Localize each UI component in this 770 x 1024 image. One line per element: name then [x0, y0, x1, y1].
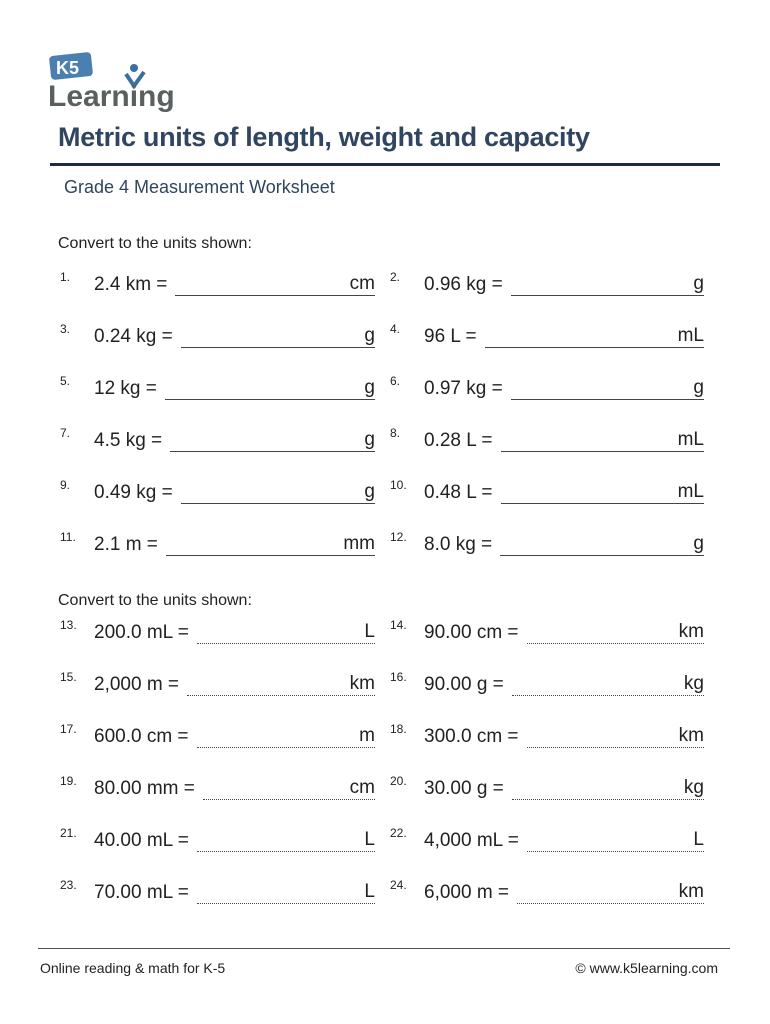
problem-expression: 90.00 cm =	[424, 622, 519, 643]
problem-expression: 2.1 m =	[94, 534, 158, 555]
problem-number: 17.	[60, 722, 77, 736]
problem-item	[60, 826, 375, 852]
problem-number: 21.	[60, 826, 77, 840]
answer-blank[interactable]	[527, 621, 704, 644]
answer-unit: cm	[349, 273, 375, 294]
answer-unit: g	[364, 325, 375, 346]
problem-number: 11.	[60, 530, 76, 544]
problem-expression: 0.28 L =	[424, 430, 493, 451]
answer-unit: L	[364, 829, 375, 850]
answer-blank[interactable]	[203, 777, 375, 800]
footer-tagline: Online reading & math for K-5	[40, 960, 226, 976]
problem-expression: 4,000 mL =	[424, 830, 519, 851]
svg-text:K5: K5	[56, 58, 80, 78]
answer-unit: mL	[677, 325, 704, 346]
problem-item	[60, 618, 375, 644]
answer-unit: kg	[683, 777, 704, 798]
problem-item	[390, 426, 704, 452]
answer-unit: km	[678, 725, 704, 746]
answer-blank[interactable]	[527, 829, 704, 852]
svg-text:Learning: Learning	[48, 80, 175, 112]
answer-unit: L	[364, 881, 375, 902]
problem-number: 24.	[390, 878, 407, 892]
answer-unit: km	[678, 621, 704, 642]
answer-unit: g	[364, 377, 375, 398]
problem-expression: 8.0 kg =	[424, 534, 493, 555]
problem-item	[390, 374, 704, 400]
problem-item	[390, 774, 704, 800]
problem-item	[60, 478, 375, 504]
problem-item	[60, 722, 375, 748]
problem-number: 10.	[390, 478, 407, 492]
answer-blank[interactable]	[501, 481, 705, 504]
problem-item	[390, 826, 704, 852]
answer-blank[interactable]	[485, 325, 704, 348]
problem-item	[60, 374, 375, 400]
answer-blank[interactable]	[197, 725, 375, 748]
answer-blank[interactable]	[166, 533, 375, 556]
problem-expression: 2,000 m =	[94, 674, 180, 695]
title-divider	[50, 163, 720, 166]
answer-unit: mL	[677, 429, 704, 450]
answer-unit: g	[693, 273, 704, 294]
page-title: Metric units of length, weight and capacity	[58, 122, 590, 152]
problem-number: 3.	[60, 322, 71, 336]
problem-expression: 600.0 cm =	[94, 726, 189, 747]
problem-item	[390, 878, 704, 904]
problem-expression: 6,000 m =	[424, 882, 510, 903]
problem-item	[390, 670, 704, 696]
problem-number: 16.	[390, 670, 407, 684]
answer-blank[interactable]	[197, 881, 375, 904]
problem-number: 15.	[60, 670, 77, 684]
problem-item	[390, 618, 704, 644]
answer-blank[interactable]	[187, 673, 375, 696]
answer-blank[interactable]	[181, 481, 375, 504]
answer-unit: g	[693, 377, 704, 398]
footer-website: © www.k5learning.com	[575, 960, 718, 976]
problem-number: 8.	[390, 426, 401, 440]
problem-expression: 0.48 L =	[424, 482, 493, 503]
problem-number: 19.	[60, 774, 77, 788]
problem-item	[390, 322, 704, 348]
problem-number: 23.	[60, 878, 77, 892]
problem-expression: 80.00 mm =	[94, 778, 195, 799]
answer-blank[interactable]	[175, 273, 375, 296]
problem-item	[60, 426, 375, 452]
answer-blank[interactable]	[197, 829, 375, 852]
problem-expression: 2.4 km =	[94, 274, 168, 295]
answer-blank[interactable]	[165, 377, 375, 400]
answer-unit: L	[364, 621, 375, 642]
problem-number: 14.	[390, 618, 407, 632]
answer-unit: kg	[683, 673, 704, 694]
page-subtitle: Grade 4 Measurement Worksheet	[64, 177, 335, 197]
answer-unit: m	[359, 725, 375, 746]
problem-item	[390, 270, 704, 296]
problem-number: 22.	[390, 826, 407, 840]
answer-blank[interactable]	[517, 881, 704, 904]
problem-item	[60, 322, 375, 348]
answer-blank[interactable]	[512, 777, 704, 800]
problem-item	[60, 670, 375, 696]
problem-item	[390, 722, 704, 748]
problem-item	[390, 478, 704, 504]
instruction: Convert to the units shown:	[58, 235, 252, 252]
problem-number: 12.	[390, 530, 407, 544]
problem-expression: 300.0 cm =	[424, 726, 519, 747]
problem-number: 18.	[390, 722, 407, 736]
instruction: Convert to the units shown:	[58, 592, 252, 609]
answer-unit: cm	[349, 777, 375, 798]
problem-expression: 96 L =	[424, 326, 477, 347]
answer-unit: g	[693, 533, 704, 554]
problem-expression: 30.00 g =	[424, 778, 504, 799]
answer-blank[interactable]	[197, 621, 375, 644]
problem-expression: 0.49 kg =	[94, 482, 173, 503]
answer-blank[interactable]	[511, 377, 704, 400]
problem-expression: 90.00 g =	[424, 674, 504, 695]
answer-unit: L	[693, 829, 704, 850]
problem-number: 13.	[60, 618, 77, 632]
answer-blank[interactable]	[170, 429, 375, 452]
answer-unit: mL	[677, 481, 704, 502]
problem-number: 7.	[60, 426, 71, 440]
problem-expression: 12 kg =	[94, 378, 157, 399]
problem-expression: 0.97 kg =	[424, 378, 503, 399]
problem-number: 9.	[60, 478, 71, 492]
problem-expression: 200.0 mL =	[94, 622, 189, 643]
answer-blank[interactable]	[527, 725, 704, 748]
answer-blank[interactable]	[500, 533, 704, 556]
problem-item	[60, 270, 375, 296]
k5-learning-logo	[48, 52, 188, 112]
problem-number: 6.	[390, 374, 401, 388]
problem-expression: 0.24 kg =	[94, 326, 173, 347]
problem-number: 20.	[390, 774, 407, 788]
problem-expression: 0.96 kg =	[424, 274, 503, 295]
problem-number: 2.	[390, 270, 401, 284]
answer-blank[interactable]	[501, 429, 705, 452]
problem-item	[60, 878, 375, 904]
answer-blank[interactable]	[511, 273, 704, 296]
problem-item	[60, 774, 375, 800]
problem-number: 1.	[60, 270, 71, 284]
answer-unit: km	[678, 881, 704, 902]
answer-unit: g	[364, 481, 375, 502]
answer-unit: mm	[343, 533, 375, 554]
problem-expression: 70.00 mL =	[94, 882, 189, 903]
answer-blank[interactable]	[181, 325, 375, 348]
answer-unit: g	[364, 429, 375, 450]
problem-expression: 4.5 kg =	[94, 430, 163, 451]
problem-item	[60, 530, 375, 556]
problem-item	[390, 530, 704, 556]
problem-number: 5.	[60, 374, 71, 388]
footer-divider	[38, 948, 730, 949]
answer-blank[interactable]	[512, 673, 704, 696]
answer-unit: km	[349, 673, 375, 694]
problem-expression: 40.00 mL =	[94, 830, 189, 851]
problem-number: 4.	[390, 322, 401, 336]
